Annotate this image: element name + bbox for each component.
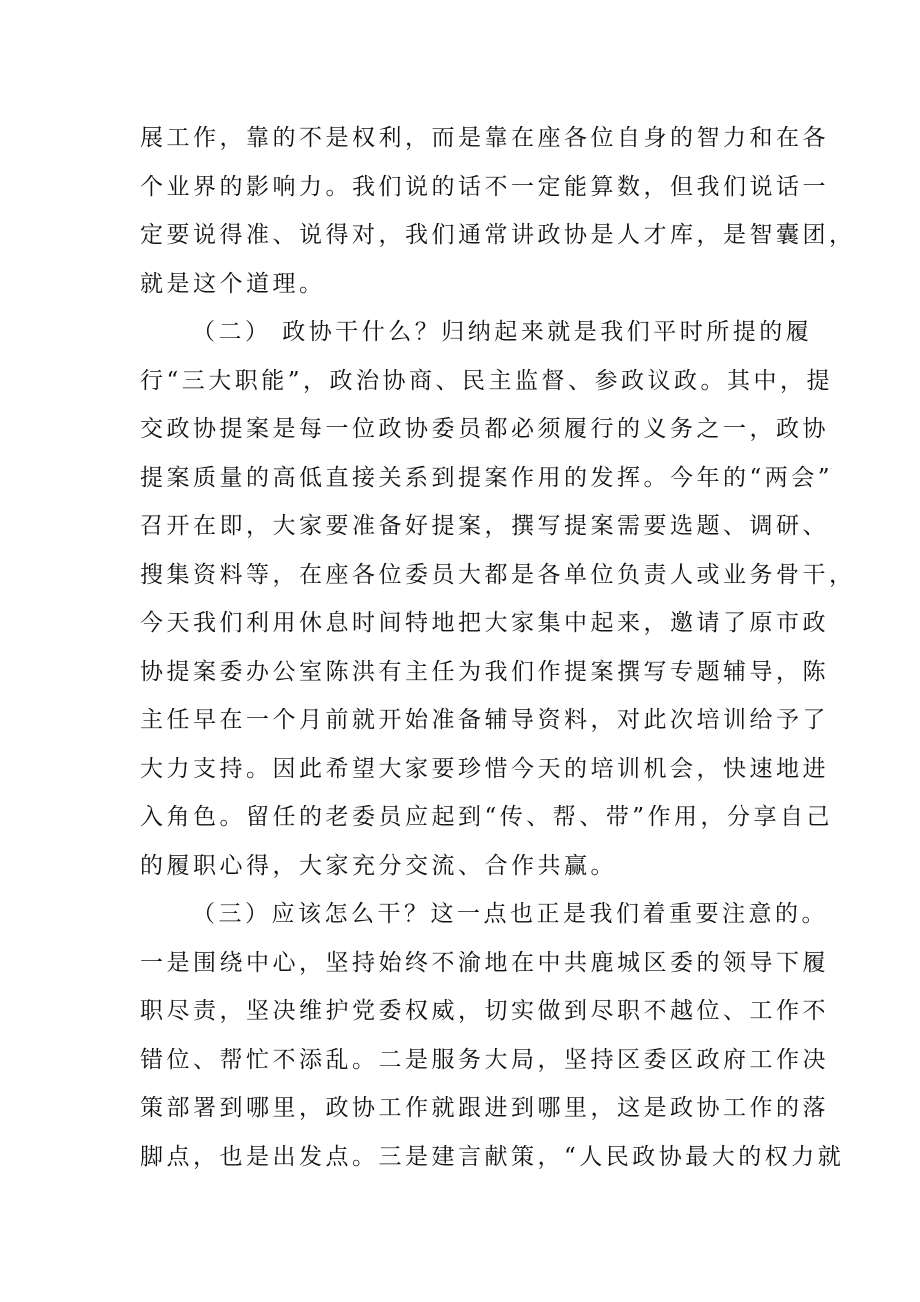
document-body: [140, 114, 856, 1181]
section-heading-3-line: （三）应该怎么干？这一点也正是我们着重要注意的。: [192, 901, 828, 927]
text-line-18: 一是围绕中心，坚持始终不渝地在中共鹿城区委的领导下履: [140, 949, 829, 976]
text-line-3: 定要说得准、说得对，我们通常讲政协是人才库，是智囊团，: [140, 222, 856, 248]
text-line-6: 行“三大职能”，政治协商、民主监督、参政议政。其中，提: [140, 367, 834, 394]
text-line-20: 错位、帮忙不添乱。二是服务大局，坚持区委区政府工作决: [140, 1046, 829, 1073]
text-line-8: 提案质量的高低直接关系到提案作用的发挥。今年的“两会”: [140, 464, 834, 491]
text-line-1: 展工作，靠的不是权利，而是靠在座各位自身的智力和在各: [140, 125, 829, 151]
text-line-9: 召开在即，大家要准备好提案，撰写提案需要选题、调研、: [140, 513, 829, 539]
text-line-4: 就是这个道理。: [140, 270, 326, 297]
text-line-11: 今天我们利用休息时间特地把大家集中起来，邀请了原市政: [140, 610, 829, 636]
text-line-10: 搜集资料等，在座各位委员大都是各单位负责人或业务骨干，: [140, 561, 856, 588]
text-line-16: 的履职心得，大家充分交流、合作共赢。: [140, 852, 617, 879]
section-heading-2-line: （二） 政协干什么？归纳起来就是我们平时所提的履: [192, 319, 813, 345]
text-line-13: 主任早在一个月前就开始准备辅导资料，对此次培训给予了: [140, 707, 829, 733]
text-line-2: 个业界的影响力。我们说的话不一定能算数，但我们说话一: [140, 173, 829, 200]
text-line-22: 脚点，也是出发点。三是建言献策，“人民政协最大的权力就: [140, 1143, 845, 1170]
text-line-12: 协提案委办公室陈洪有主任为我们作提案撰写专题辅导，陈: [140, 658, 829, 685]
text-line-19: 职尽责，坚决维护党委权威，切实做到尽职不越位、工作不: [140, 998, 829, 1024]
text-line-21: 策部署到哪里，政协工作就跟进到哪里，这是政协工作的落: [140, 1095, 829, 1121]
text-line-7: 交政协提案是每一位政协委员都必须履行的义务之一，政协: [140, 416, 829, 442]
text-line-14: 大力支持。因此希望大家要珍惜今天的培训机会，快速地进: [140, 755, 829, 782]
text-line-15: 入角色。留任的老委员应起到“传、帮、带”作用，分享自己: [140, 804, 834, 830]
